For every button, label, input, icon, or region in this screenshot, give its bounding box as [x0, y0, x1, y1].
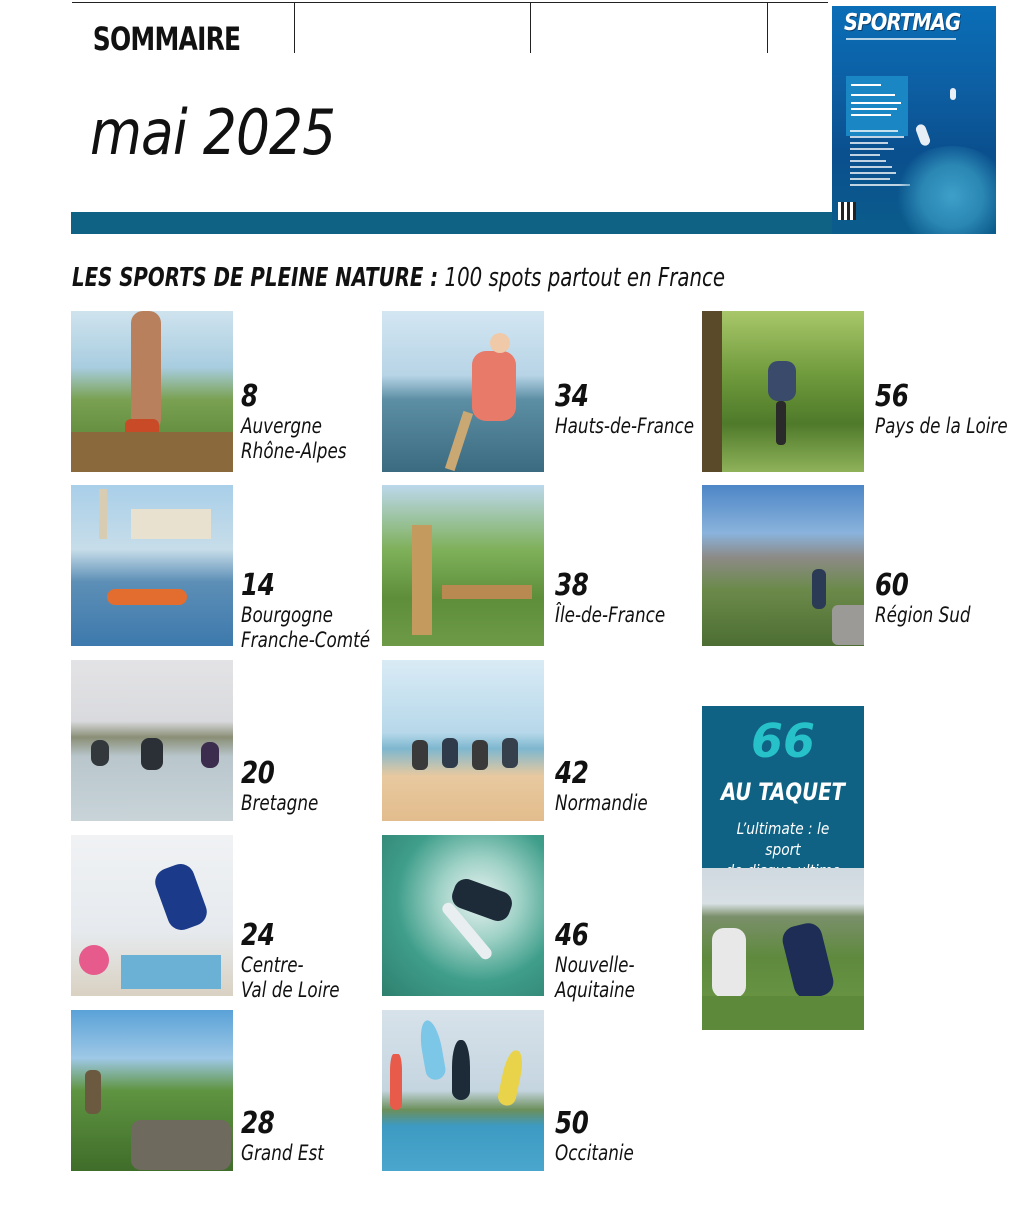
entry-page: 42 [555, 756, 589, 791]
entry-region: Aquitaine [555, 978, 636, 1002]
entry-region: Rhône-Alpes [241, 439, 347, 463]
photo-bourgogne[interactable] [71, 485, 233, 646]
section-subtitle: 100 spots partout en France [444, 263, 726, 293]
entry-region: Normandie [555, 791, 648, 815]
photo-auvergne[interactable] [71, 311, 233, 472]
photo-nouvelle-aquitaine[interactable] [382, 835, 544, 996]
feature-title: AU TAQUET [721, 778, 845, 806]
entry-bretagne[interactable] [241, 757, 338, 816]
entry-page: 38 [555, 568, 589, 603]
header-top-rule [72, 2, 828, 3]
header-band [71, 212, 833, 234]
issue-date: mai 2025 [89, 96, 336, 169]
entry-region: Région Sud [875, 603, 971, 627]
entry-page: 34 [555, 379, 589, 414]
entry-region-sud[interactable] [875, 569, 994, 628]
entry-region: Val de Loire [241, 978, 340, 1002]
photo-hauts-de-france[interactable] [382, 311, 544, 472]
photo-ile-de-france[interactable] [382, 485, 544, 646]
photo-normandie[interactable] [382, 660, 544, 821]
entry-centre[interactable] [241, 919, 364, 1003]
entry-grand-est[interactable] [241, 1107, 345, 1166]
cover-diver-image [915, 123, 932, 147]
entry-region: Grand Est [241, 1141, 324, 1165]
feature-photo [702, 868, 864, 1030]
entry-page: 14 [241, 568, 275, 603]
photo-centre[interactable] [71, 835, 233, 996]
section-heading [72, 263, 725, 293]
cover-reef-image [892, 146, 996, 234]
entry-page: 46 [555, 918, 589, 953]
photo-bretagne[interactable] [71, 660, 233, 821]
entry-region: Île-de-France [555, 603, 666, 627]
cover-diver-image [950, 88, 956, 100]
entry-page: 50 [555, 1106, 589, 1141]
feature-page: 66 [750, 714, 815, 768]
cover-logo: SPORTMAG [844, 10, 961, 36]
entry-ile-de-france[interactable] [555, 569, 693, 628]
header-divider [294, 2, 295, 53]
cover-tagline [846, 38, 956, 40]
entry-bourgogne[interactable] [241, 569, 402, 653]
entry-region: Centre- [241, 953, 304, 977]
entry-auvergne[interactable] [241, 380, 373, 464]
entry-page: 20 [241, 756, 275, 791]
entry-region: Franche-Comté [241, 628, 371, 652]
entry-nouvelle-aquitaine[interactable] [555, 919, 655, 1003]
entry-region: Occitanie [555, 1141, 634, 1165]
photo-pays-de-la-loire[interactable] [702, 311, 864, 472]
cover-qr-code [838, 202, 856, 220]
entry-page: 8 [241, 379, 258, 414]
header-divider [530, 2, 531, 53]
entry-page: 56 [875, 379, 909, 414]
entry-occitanie[interactable] [555, 1107, 654, 1166]
photo-region-sud[interactable] [702, 485, 864, 646]
entry-region: Bretagne [241, 791, 319, 815]
entry-region: Auvergne [241, 414, 322, 438]
feature-au-taquet[interactable] [702, 706, 864, 1030]
entry-region: Hauts-de-France [555, 414, 695, 438]
entry-pays-de-la-loire[interactable] [875, 380, 1028, 439]
feature-panel [702, 706, 864, 868]
section-title: LES SPORTS DE PLEINE NATURE : [72, 263, 439, 293]
feature-description-line: L’ultimate : le sport [736, 819, 830, 859]
cover-dossier-box [846, 76, 908, 136]
entry-normandie[interactable] [555, 757, 671, 816]
entry-page: 60 [875, 568, 909, 603]
photo-grand-est[interactable] [71, 1010, 233, 1171]
magazine-cover[interactable] [832, 6, 996, 234]
header-divider [767, 2, 768, 53]
entry-region: Pays de la Loire [875, 414, 1008, 438]
page-title: SOMMAIRE [92, 20, 241, 58]
entry-page: 28 [241, 1106, 275, 1141]
entry-region: Nouvelle- [555, 953, 635, 977]
entry-region: Bourgogne [241, 603, 333, 627]
entry-page: 24 [241, 918, 275, 953]
photo-occitanie[interactable] [382, 1010, 544, 1171]
